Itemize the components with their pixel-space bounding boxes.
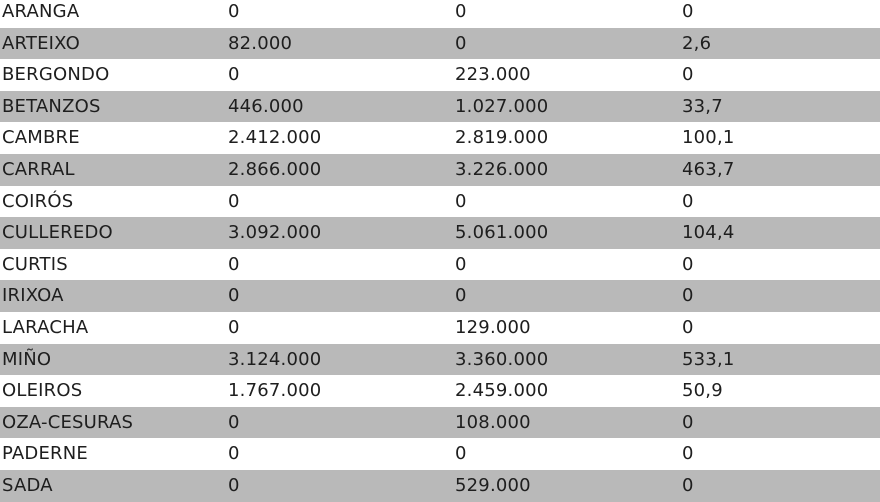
value-cell: 0 [682,316,694,338]
value-cell: 0 [455,443,467,465]
table-row [0,122,880,154]
table-row [0,375,880,407]
value-cell: 0 [228,253,240,275]
municipality-cell: ARTEIXO [2,32,80,54]
value-cell: 0 [682,443,694,465]
value-cell: 3.226.000 [455,158,549,180]
value-cell: 104,4 [682,222,735,244]
municipality-cell: CULLEREDO [2,222,113,244]
value-cell: 5.061.000 [455,222,549,244]
municipality-cell: ARANGA [2,1,80,22]
municipality-cell: PADERNE [2,443,88,465]
value-cell: 223.000 [455,64,531,86]
value-cell: 463,7 [682,158,735,180]
municipality-cell: CAMBRE [2,127,80,149]
value-cell: 50,9 [682,380,723,402]
value-cell: 0 [682,474,694,496]
value-cell: 3.092.000 [228,222,322,244]
value-cell: 2.412.000 [228,127,322,149]
municipality-cell: OZA-CESURAS [2,411,134,433]
value-cell: 0 [228,64,240,86]
table-row [0,312,880,344]
value-cell: 0 [228,443,240,465]
table-row [0,0,880,28]
table-row [0,280,880,312]
municipality-cell: BERGONDO [2,64,110,86]
municipality-cell: CURTIS [2,253,68,275]
value-cell: 0 [455,253,467,275]
value-cell: 0 [682,1,694,22]
value-cell: 0 [682,285,694,307]
value-cell: 0 [228,474,240,496]
value-cell: 0 [682,253,694,275]
value-cell: 2.459.000 [455,380,549,402]
value-cell: 2,6 [682,32,712,54]
table-row [0,28,880,60]
value-cell: 2.819.000 [455,127,549,149]
table-row [0,91,880,123]
value-cell: 1.027.000 [455,95,549,117]
table-row [0,154,880,186]
municipality-cell: OLEIROS [2,380,83,402]
value-cell: 0 [682,411,694,433]
value-cell: 529.000 [455,474,531,496]
table-row [0,407,880,439]
table-row [0,186,880,218]
table-row [0,470,880,502]
value-cell: 0 [682,190,694,212]
table-row [0,344,880,376]
value-cell: 446.000 [228,95,304,117]
value-cell: 1.767.000 [228,380,322,402]
municipality-cell: SADA [2,474,53,496]
value-cell: 0 [228,316,240,338]
value-cell: 3.360.000 [455,348,549,370]
value-cell: 0 [455,1,467,22]
municipality-cell: COIRÓS [2,190,74,212]
municipality-cell: BETANZOS [2,95,101,117]
value-cell: 0 [682,64,694,86]
value-cell: 2.866.000 [228,158,322,180]
value-cell: 0 [455,285,467,307]
value-cell: 0 [455,32,467,54]
value-cell: 100,1 [682,127,735,149]
value-cell: 0 [228,285,240,307]
value-cell: 0 [228,1,240,22]
value-cell: 3.124.000 [228,348,322,370]
municipality-cell: MIÑO [2,348,52,370]
value-cell: 82.000 [228,32,293,54]
municipality-cell: LARACHA [2,316,89,338]
value-cell: 0 [228,190,240,212]
table-row [0,438,880,470]
value-cell: 108.000 [455,411,531,433]
municipality-cell: IRIXOA [2,285,64,307]
table-row [0,249,880,281]
value-cell: 0 [455,190,467,212]
table-row [0,59,880,91]
municipality-cell: CARRAL [2,158,75,180]
table-row [0,217,880,249]
value-cell: 533,1 [682,348,735,370]
value-cell: 0 [228,411,240,433]
value-cell: 33,7 [682,95,723,117]
value-cell: 129.000 [455,316,531,338]
